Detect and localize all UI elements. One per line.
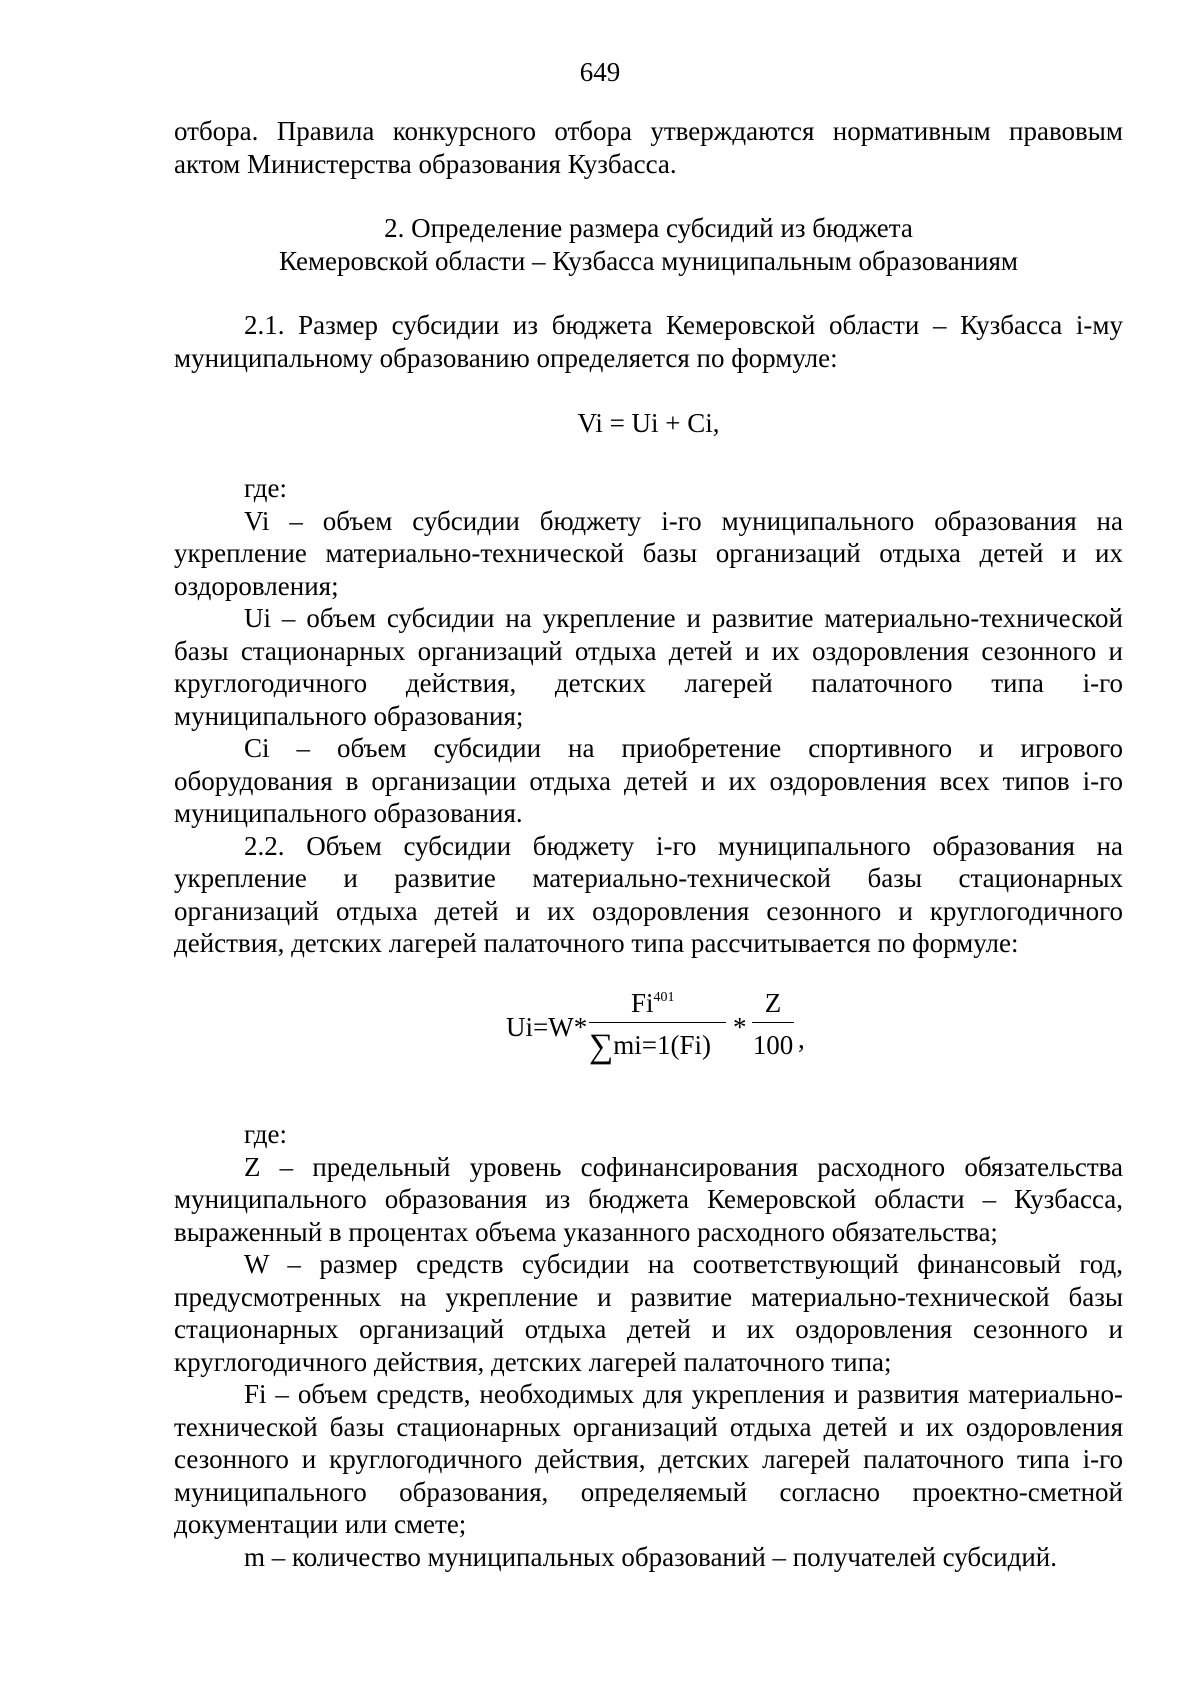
formula-1-block — [174, 407, 1123, 440]
formula-ui-numerator-1-text: Fi — [631, 988, 654, 1018]
formula-ui-numerator-2: Z — [764, 988, 782, 1018]
section-heading — [174, 212, 1123, 277]
document-body-top — [174, 115, 1123, 180]
definition-w: W – размер средств субсидии на соответствующий финансовый год, предусмотренных на укрепление и развитие материально-технической базы стационарных организаций отдыха детей и их оздоровления сезонного и круглогодичного действия, детских лагерей палаточного типа; — [174, 1249, 1123, 1377]
formula-ui-comma: , — [798, 1024, 805, 1054]
definition-ui: Ui – объем субсидии на укрепление и развитие материально-технической базы стационарных организаций отдыха детей и их оздоровления сезонного и круглогодичного действия, детских лагерей палаточного типа i-го муниципального образования; — [174, 603, 1123, 731]
section-heading-line2: Кемеровской области – Кузбасса муниципальным образованиям — [279, 245, 1018, 276]
definition-z: Z – предельный уровень софинансирования расходного обязательства муниципального образования из бюджета Кемеровской области – Кузбасса, выраженный в процентах объема указанного расходного обязательства; — [174, 1151, 1123, 1247]
sigma-symbol: ∑ — [589, 1028, 614, 1065]
formula-ui-numerator-1 — [631, 990, 675, 1017]
page-number: 649 — [579, 57, 621, 87]
formula-ui-denominator-1-text: mi=1(Fi) — [613, 1030, 711, 1060]
formula-ui-multiply: * — [733, 1012, 747, 1042]
definitions-1 — [174, 472, 1123, 960]
formula-ui-denominator-1 — [589, 1028, 711, 1065]
formula-ui-denominator-2: 100 — [752, 1030, 794, 1060]
where-label-2: где: — [244, 1119, 287, 1149]
formula-ui-superscript: 401 — [653, 990, 675, 1005]
paragraph-2-1: 2.1. Размер субсидии из бюджета Кемеровской области – Кузбасса i-му муниципальному образованию определяется по формуле: — [174, 310, 1123, 373]
formula-ui — [506, 990, 806, 1070]
definition-m: m – количество муниципальных образований – получателей субсидий. — [244, 1541, 1057, 1572]
fraction-bar-2 — [752, 1022, 794, 1023]
fraction-bar-1 — [589, 1022, 726, 1023]
definition-vi: Vi – объем субсидии бюджету i-го муниципального образования на укрепление материально-технической базы организаций отдыха детей и их оздоровления; — [174, 505, 1123, 601]
section-heading-line1: 2. Определение размера субсидий из бюджета — [384, 213, 913, 243]
formula-ui-lhs: Ui=W* — [506, 1012, 588, 1042]
formula-vi: Vi = Ui + Ci, — [577, 408, 720, 438]
clause-2-1 — [174, 309, 1123, 374]
definition-ci: Ci – объем субсидии на приобретение спортивного и игрового оборудования в организации отдыха детей и их оздоровления всех типов i-го муниципального образования. — [174, 733, 1123, 828]
intro-paragraph: отбора. Правила конкурсного отбора утверждаются нормативным правовым актом Министерства образования Кузбасса. — [174, 116, 1123, 179]
where-label-1: где: — [244, 473, 287, 503]
paragraph-2-2: 2.2. Объем субсидии бюджету i-го муниципального образования на укрепление и развитие материально-технической базы стационарных организаций отдыха детей и их оздоровления сезонного и круглогодичного действия, детских лагерей палаточного типа рассчитывается по формуле: — [174, 830, 1123, 958]
definition-fi: Fi – объем средств, необходимых для укрепления и развития материально-технической базы стационарных организаций отдыха детей и их оздоровления сезонного и круглогодичного действия, детских лагерей палаточного типа i-го муниципального образования, определяемый согласно проектно-сметной документации или смете; — [174, 1379, 1123, 1539]
definitions-2 — [174, 1118, 1123, 1573]
